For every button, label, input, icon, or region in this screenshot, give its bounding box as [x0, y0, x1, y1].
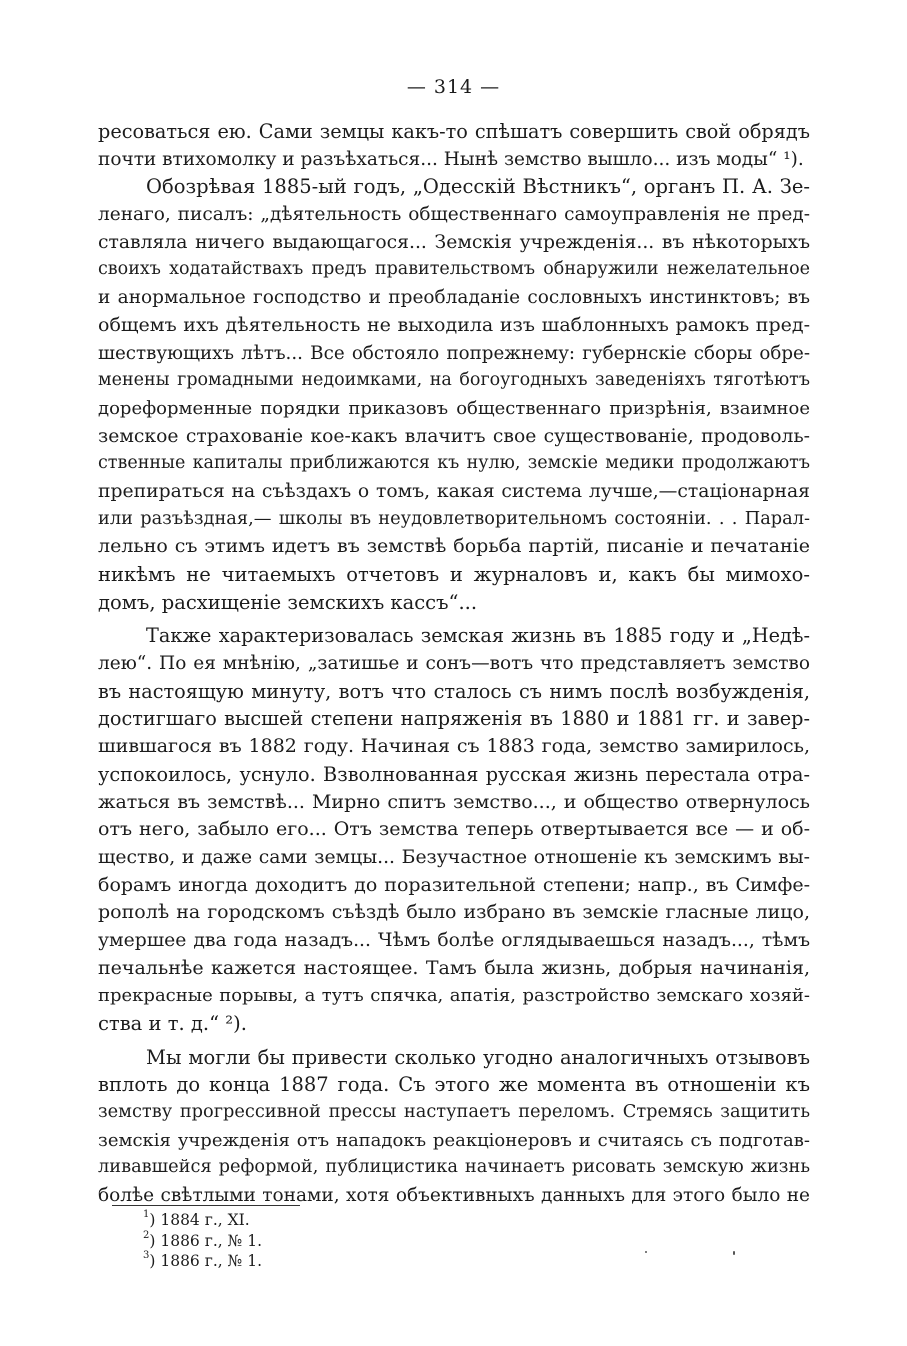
text-line: достигшаго высшей степени напряженія въ 1880 и 1881 гг. и завер-: [98, 707, 810, 731]
footnote-mark: 1: [143, 1209, 150, 1220]
footnote-text: ) 1884 г., XI.: [149, 1211, 250, 1229]
text-line: отъ него, забыло его... Отъ земства теперь отвертывается все — и об-: [98, 818, 810, 841]
text-line: ства и т. д.“ ²).: [98, 1012, 247, 1035]
text-line: успокоилось, уснуло. Взволнованная русская жизнь перестала отра-: [98, 762, 810, 786]
text-line: ливавшейся реформой, публицистика начинаетъ рисовать земскую жизнь: [98, 1157, 810, 1178]
text-line: или разъѣздная,— школы въ неудовлетворительномъ состояніи. . . Парал-: [98, 508, 810, 529]
footnote: [143, 1210, 262, 1231]
footnote: [143, 1231, 262, 1252]
text-line: болѣе свѣтлыми тонами, хотя объективныхъ данныхъ для этого было не: [98, 1185, 810, 1207]
text-line: Мы могли бы привести сколько угодно аналогичныхъ отзывовъ: [146, 1045, 810, 1069]
text-line: менены громадными недоимками, на богоугодныхъ заведеніяхъ тяготѣютъ: [98, 370, 810, 391]
text-line: домъ, расхищеніе земскихъ кассъ“...: [98, 590, 478, 614]
text-line: рополѣ на городскомъ съѣздѣ было избрано въ земскіе гласные лицо,: [98, 901, 810, 924]
footnote-text: ) 1886 г., № 1.: [149, 1252, 263, 1270]
text-line: борамъ иногда доходитъ до поразительной степени; напр., въ Симфе-: [98, 873, 810, 896]
text-line: общемъ ихъ дѣятельность не выходила изъ шаблонныхъ рамокъ пред-: [98, 313, 810, 336]
text-line: печальнѣе кажется настоящее. Тамъ была жизнь, добрыя начинанія,: [98, 956, 810, 979]
text-line: умершее два года назадъ... Чѣмъ болѣе оглядываешься назадъ..., тѣмъ: [98, 929, 810, 951]
text-line: Обозрѣвая 1885-ый годъ, „Одесскій Вѣстникъ“, органъ П. А. Зе-: [146, 175, 810, 199]
footnote-text: ) 1886 г., № 1.: [149, 1231, 263, 1250]
paragraph: [98, 118, 810, 173]
footnotes: [143, 1210, 262, 1272]
print-speck: [733, 1251, 735, 1255]
text-line: щество, и даже сами земцы... Безучастное отношеніе къ земскимъ вы-: [98, 846, 810, 868]
text-line: земскія учрежденія отъ нападокъ реакціонеровъ и считаясь съ подготав-: [98, 1129, 810, 1151]
text-line: въ настоящую минуту, вотъ что сталось съ нимъ послѣ возбужденія,: [98, 679, 810, 703]
body-text: [98, 118, 810, 1210]
paragraph: [98, 622, 810, 1037]
text-line: вплоть до конца 1887 года. Съ этого же момента въ отношеніи къ: [98, 1073, 810, 1097]
text-line: лельно съ этимъ идетъ въ земствѣ борьба партій, писаніе и печатаніе: [98, 535, 810, 558]
text-line: шествующихъ лѣтъ... Все обстояло попрежнему: губернскіе сборы обре-: [98, 342, 810, 364]
text-line: Также характеризовалась земская жизнь въ 1885 году и „Недѣ-: [146, 624, 810, 648]
footnote-divider: [112, 1205, 300, 1206]
paragraph: [98, 1044, 810, 1210]
text-line: препираться на съѣздахъ о томъ, какая система лучше,—стаціонарная: [98, 480, 810, 502]
text-line: ресоваться ею. Сами земцы какъ-то спѣшатъ совершить свой обрядъ: [98, 120, 810, 143]
text-line: никѣмъ не читаемыхъ отчетовъ и журналовъ и, какъ бы мимохо-: [98, 563, 810, 586]
footnote-mark: 2: [143, 1229, 150, 1241]
text-line: и анормальное господство и преобладаніе сословныхъ инстинктовъ; въ: [98, 287, 810, 309]
text-line: земское страхованіе кое-какъ влачитъ свое существованіе, продоволь-: [98, 425, 810, 447]
print-speck: [645, 1251, 647, 1253]
text-line: ставляла ничего выдающагося... Земскія учрежденія... въ нѣкоторыхъ: [98, 231, 810, 253]
text-line: дореформенные порядки приказовъ общественнаго призрѣнія, взаимное: [98, 397, 810, 419]
text-line: почти втихомолку и разъѣхаться... Нынѣ земство вышло... изъ моды“ ¹).: [98, 148, 804, 170]
text-line: ленаго, писалъ: „дѣятельность общественнаго самоуправленія не пред-: [98, 204, 810, 226]
text-line: лею“. По ея мнѣнію, „затишье и сонъ—вотъ что представляетъ земство: [98, 653, 810, 675]
text-line: ственные капиталы приближаются къ нулю, земскіе медики продолжаютъ: [98, 453, 810, 474]
text-line: жаться въ земствѣ... Мирно спитъ земство..., и общество отвернулось: [98, 790, 810, 813]
text-line: прекрасные порывы, а тутъ спячка, апатія, разстройство земскаго хозяй-: [98, 985, 810, 1007]
text-line: земству прогрессивной прессы наступаетъ переломъ. Стремясь защитить: [98, 1102, 810, 1123]
page-number: — 314 —: [406, 76, 501, 98]
text-line: своихъ ходатайствахъ предъ правительствомъ обнаружили нежелательное: [98, 259, 810, 280]
paragraph: [98, 173, 810, 616]
footnote: [143, 1251, 262, 1272]
text-line: шившагося въ 1882 году. Начиная съ 1883 года, земство замирилось,: [98, 735, 810, 758]
footnote-mark: 3: [143, 1250, 150, 1261]
